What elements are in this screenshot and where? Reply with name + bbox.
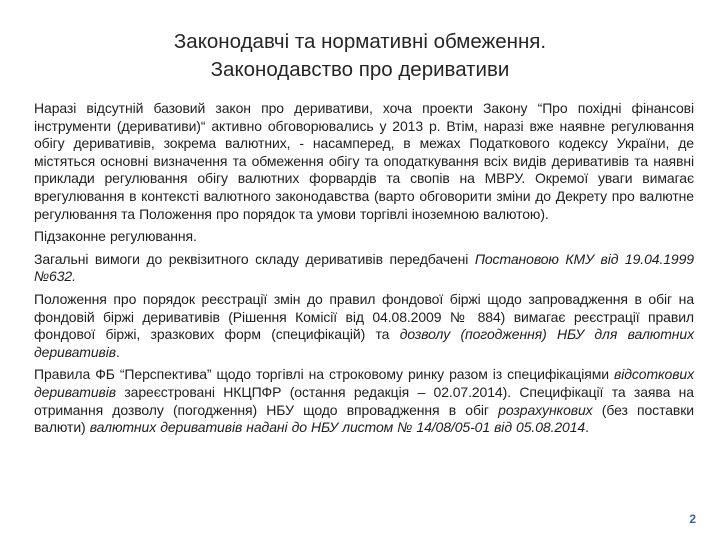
p4-nbu-permission: дозволу (погодження) НБУ для валютних деривативів — [34, 326, 694, 360]
title-line-2: Законодавство про деривативи — [210, 58, 510, 81]
p4-end: . — [115, 343, 120, 360]
title-line-1: Законодавчі та нормативні обмеження. — [173, 30, 547, 53]
p5-end: . — [585, 419, 589, 436]
p5-interest-derivatives: відсоткових деривативів — [34, 366, 694, 400]
paragraph-registration-rules — [34, 291, 694, 361]
paragraph-subordinate-heading: Підзаконне регулювання. — [34, 228, 197, 245]
p3-resolution-ref: Постановою КМУ від 19.04.1999 №632. — [34, 250, 694, 285]
p3-text: Загальні вимоги до реквізитного складу деривативів передбачені — [34, 250, 475, 267]
p5-text-c: зареєстровані НКЦПФР (остання редакція – 02.07.2014). Специфікації та заява на отримання дозволу (погодження) НБУ щодо впровадження в обіг — [34, 383, 694, 418]
p4-text: Положення про порядок реєстрації змін до правил фондової біржі щодо запровадження в обіг на фондовій біржі деривативів (Рішення Комісії від 04.08.2009 № 884) вимагає реєстрації правил фондової біржі, зразкових форм (специфікацій) та — [34, 290, 694, 343]
paragraph-general-requirements — [34, 251, 694, 286]
paragraph-exchange-rules — [34, 366, 694, 436]
p5-text-a: Правила ФБ “Перспектива” щодо торгівлі на строковому ринку разом із специфікаціями — [34, 366, 614, 383]
p5-text-e: (без поставки валюти) — [34, 401, 695, 436]
page-number: 2 — [689, 512, 696, 526]
slide-body — [34, 100, 694, 441]
paragraph-base-law: Наразі відсутній базовий закон про деривативи, хоча проекти Закону “Про похідні фінансові інструменти (деривативи)“ активно обговорювались у 2013 р. Втім, наразі вже наявне регулювання обігу деривативів, зокрема валютних, - насамперед, в межах Податкового кодексу України, де містяться основні визначення та обмеження обігу та оподаткування всіх видів деривативів та наявні приклади регулювання обігу валютних форвардів та свопів на МВРУ. Окремої уваги вимагає врегулювання в контексті валютного законодавства (варто обговорити зміни до Декрету про валютне регулювання та Положення про порядок та умови торгівлі іноземною валютою). — [34, 100, 694, 222]
slide-title — [60, 28, 660, 84]
p5-settlement: розрахункових — [498, 401, 593, 418]
p5-currency-derivatives: валютних деривативів надані до НБУ листом № 14/08/05-01 від 05.08.2014 — [89, 419, 586, 436]
